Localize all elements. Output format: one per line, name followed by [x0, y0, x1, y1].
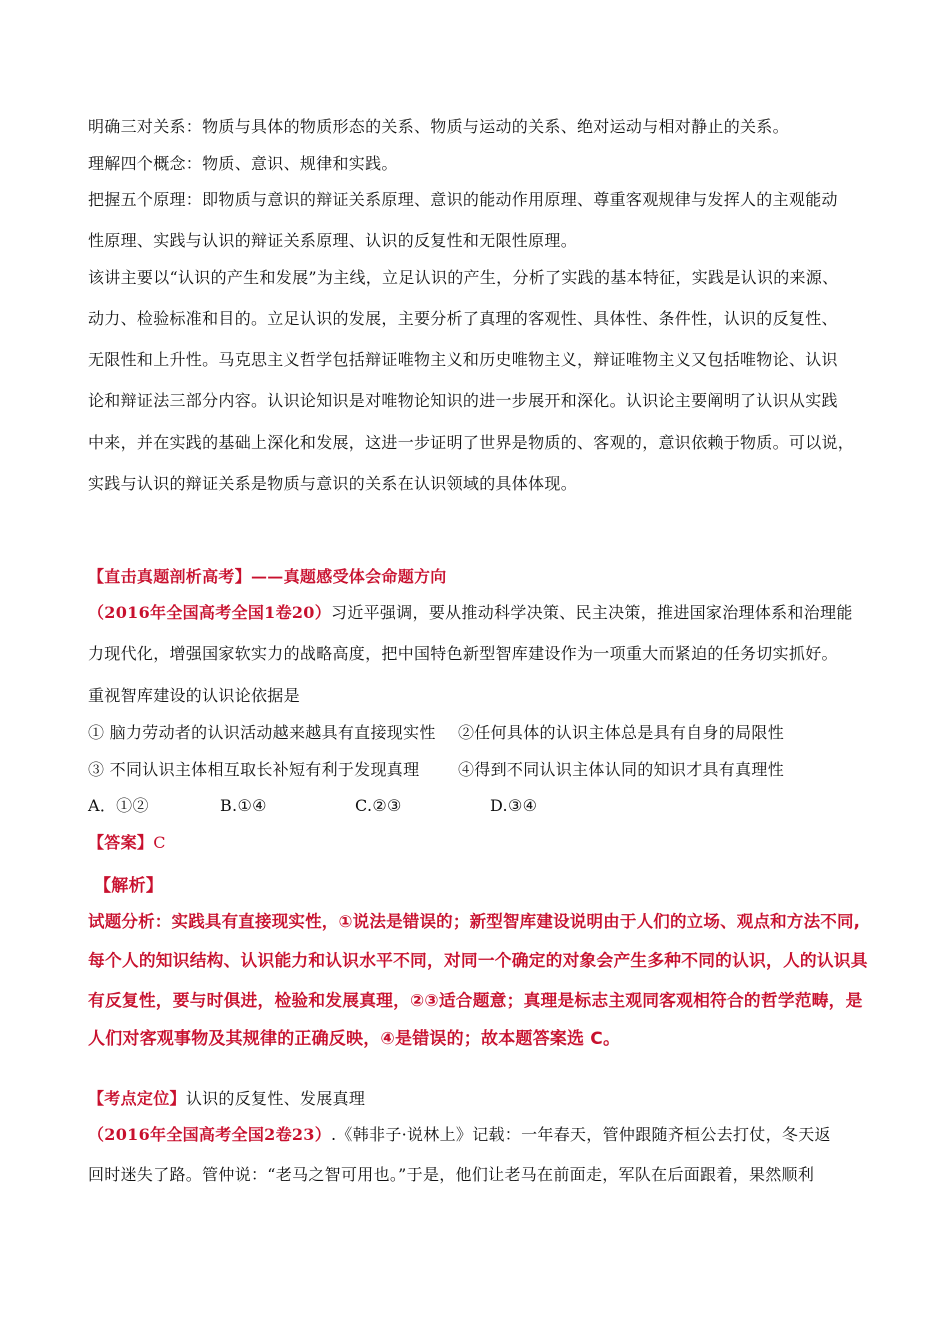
item-4: ④得到不同认识主体认同的知识才具有真理性 [458, 760, 785, 779]
exam-point-line [88, 1089, 365, 1109]
summary-line-2: 理解四个概念：物质、意识、规律和实践。 [88, 154, 398, 173]
question-2-stem-line-1 [88, 1125, 831, 1145]
analysis-line-4: 人们对客观事物及其规律的正确反映，④是错误的；故本题答案选 C。 [88, 1029, 621, 1049]
question-2-stem-text: .《韩非子·说林上》记载：一年春天，管仲跟随齐桓公去打仗，冬天返 [331, 1125, 831, 1144]
question-1-stem-line-3: 重视智库建设的认识论依据是 [88, 686, 300, 705]
question-1-stem-text: 习近平强调，要从推动科学决策、民主决策，推进国家治理体系和治理能 [331, 603, 853, 622]
question-2-stem-line-2: 回时迷失了路。管仲说：“老马之智可用也。”于是，他们让老马在前面走，军队在后面跟着，果然顺利 [88, 1165, 815, 1184]
question-1-stem-line-2: 力现代化，增强国家软实力的战略高度，把中国特色新型智库建设作为一项重大而紧迫的任务切实抓好。 [88, 644, 838, 663]
summary-line-4: 性原理、实践与认识的辩证关系原理、认识的反复性和无限性原理。 [88, 231, 578, 250]
option-a: A．①② [88, 796, 149, 815]
answer-value: C [153, 833, 166, 852]
question-1-stem-line-1 [88, 603, 853, 623]
question-1-items-row-1 [88, 723, 848, 743]
question-1-items-row-2 [88, 760, 848, 780]
section-heading: 【直击真题剖析高考】——真题感受体会命题方向 [88, 567, 447, 586]
analysis-line-3: 有反复性，要与时俱进，检验和发展真理，②③适合题意；真理是标志主观同客观相符合的哲学范畴，是 [88, 990, 863, 1010]
summary-line-9: 中来，并在实践的基础上深化和发展，这进一步证明了世界是物质的、客观的，意识依赖于物质。可以说， [88, 433, 855, 452]
question-1-options [88, 796, 688, 816]
summary-line-3: 把握五个原理：即物质与意识的辩证关系原理、意识的能动作用原理、尊重客观规律与发挥人的主观能动 [88, 190, 838, 209]
summary-line-6: 动力、检验标准和目的。立足认识的发展，主要分析了真理的客观性、具体性、条件性，认识的反复性、 [88, 309, 838, 328]
item-2: ②任何具体的认识主体总是具有自身的局限性 [458, 723, 785, 742]
summary-line-10: 实践与认识的辩证关系是物质与意识的关系在认识领域的具体体现。 [88, 474, 578, 493]
answer-line [88, 833, 166, 853]
analysis-line-2: 每个人的知识结构、认识能力和认识水平不同，对同一个确定的对象会产生多种不同的认识，人的认识具 [88, 950, 868, 970]
question-1-source: （2016年全国高考全国1卷20） [88, 603, 332, 622]
summary-line-1: 明确三对关系：物质与具体的物质形态的关系、物质与运动的关系、绝对运动与相对静止的关系。 [88, 117, 789, 136]
analysis-label: 【解析】 [94, 876, 164, 896]
item-1: ① 脑力劳动者的认识活动越来越具有直接现实性 [88, 723, 436, 742]
option-b: B.①④ [220, 796, 267, 815]
option-c: C.②③ [355, 796, 402, 815]
exam-point-value: 认识的反复性、发展真理 [185, 1089, 366, 1108]
summary-line-8: 论和辩证法三部分内容。认识论知识是对唯物论知识的进一步展开和深化。认识论主要阐明了认识从实践 [88, 391, 838, 410]
question-2-source: （2016年全国高考全国2卷23） [88, 1125, 332, 1144]
item-3: ③ 不同认识主体相互取长补短有利于发现真理 [88, 760, 420, 779]
summary-line-7: 无限性和上升性。马克思主义哲学包括辩证唯物主义和历史唯物主义，辩证唯物主义又包括唯物论、认识 [88, 350, 838, 369]
summary-line-5: 该讲主要以“认识的产生和发展”为主线，立足认识的产生，分析了实践的基本特征，实践是认识的来源、 [88, 268, 839, 287]
answer-label: 【答案】 [88, 833, 154, 852]
analysis-line-1: 试题分析：实践具有直接现实性，①说法是错误的；新型智库建设说明由于人们的立场、观点和方法不同, [88, 912, 861, 931]
option-d: D.③④ [490, 796, 538, 815]
exam-point-label: 【考点定位】 [88, 1089, 186, 1108]
